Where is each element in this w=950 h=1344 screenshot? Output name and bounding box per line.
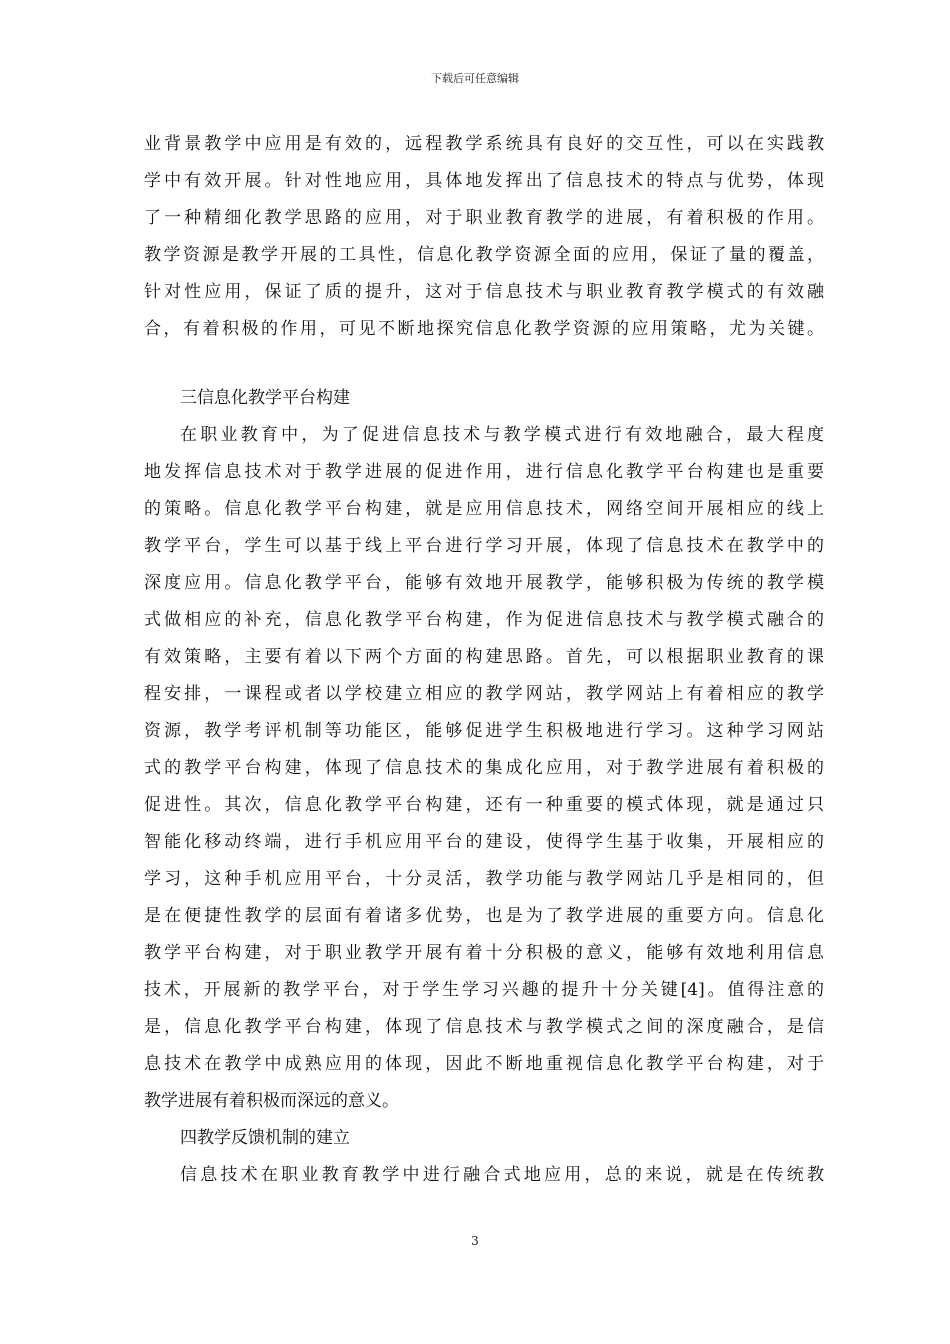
text-line: 了一种精细化教学思路的应用，对于职业教育教学的进展，有着积极的作用。 — [144, 208, 824, 228]
section-heading-3: 三信息化教学平台构建 — [180, 388, 350, 408]
text-line: 学中有效开展。针对性地应用，具体地发挥出了信息技术的特点与优势，体现 — [144, 171, 824, 191]
text-line: 有效策略，主要有着以下两个方面的构建思路。首先，可以根据职业教育的课 — [144, 647, 824, 667]
text-line: 是，信息化教学平台构建，体现了信息技术与教学模式之间的深度融合，是信 — [144, 1017, 824, 1037]
text-line: 合，有着积极的作用，可见不断地探究信息化教学资源的应用策略，尤为关键。 — [144, 319, 824, 339]
text-line: 息技术在教学中成熟应用的体现，因此不断地重视信息化教学平台构建，对于 — [144, 1054, 824, 1074]
paragraph-continuation — [144, 126, 824, 348]
text-line: 的策略。信息化教学平台构建，就是应用信息技术，网络空间开展相应的线上 — [144, 499, 824, 519]
text-line: 智能化移动终端，进行手机应用平台的建设，使得学生基于收集，开展相应的 — [144, 832, 824, 852]
section-4-paragraph — [144, 1157, 824, 1194]
text-line: 教学资源是教学开展的工具性，信息化教学资源全面的应用，保证了量的覆盖， — [144, 245, 824, 265]
text-line: 教学平台构建，对于职业教学开展有着十分积极的意义，能够有效地利用信息 — [144, 943, 824, 963]
text-line: 程安排，一课程或者以学校建立相应的教学网站，教学网站上有着相应的教学 — [144, 684, 824, 704]
text-line: 学习，这种手机应用平台，十分灵活，教学功能与教学网站几乎是相同的，但 — [144, 869, 824, 889]
text-line: 技术，开展新的教学平台，对于学生学习兴趣的提升十分关键[4]。值得注意的 — [144, 980, 824, 1000]
text-line: 式做相应的补充，信息化教学平台构建，作为促进信息技术与教学模式融合的 — [144, 610, 824, 630]
text-line: 教学进展有着积极而深远的意义。 — [144, 1091, 399, 1111]
text-line: 信息技术在职业教育教学中进行融合式地应用，总的来说，就是在传统教 — [180, 1165, 824, 1185]
page-header: 下载后可任意编辑 — [431, 72, 519, 85]
text-line: 深度应用。信息化教学平台，能够有效地开展教学，能够积极为传统的教学模 — [144, 573, 824, 593]
text-line: 是在便捷性教学的层面有着诸多优势，也是为了教学进展的重要方向。信息化 — [144, 906, 824, 926]
section-3-paragraph — [144, 417, 824, 1120]
text-line: 业背景教学中应用是有效的，远程教学系统具有良好的交互性，可以在实践教 — [144, 134, 824, 154]
text-line: 地发挥信息技术对于教学进展的促进作用，进行信息化教学平台构建也是重要 — [144, 462, 824, 482]
text-line: 资源，教学考评机制等功能区，能够促进学生积极地进行学习。这种学习网站 — [144, 721, 824, 741]
text-line: 教学平台，学生可以基于线上平台进行学习开展，体现了信息技术在教学中的 — [144, 536, 824, 556]
text-line: 在职业教育中，为了促进信息技术与教学模式进行有效地融合，最大程度 — [180, 425, 824, 445]
text-line: 促进性。其次，信息化教学平台构建，还有一种重要的模式体现，就是通过只 — [144, 795, 824, 815]
page-number: 3 — [471, 1234, 479, 1248]
text-line: 式的教学平台构建，体现了信息技术的集成化应用，对于教学进展有着积极的 — [144, 758, 824, 778]
text-line: 针对性应用，保证了质的提升，这对于信息技术与职业教育教学模式的有效融 — [144, 282, 824, 302]
section-heading-4: 四教学反馈机制的建立 — [180, 1128, 350, 1148]
paragraph-spacer — [144, 348, 824, 380]
document-body — [144, 126, 824, 1194]
